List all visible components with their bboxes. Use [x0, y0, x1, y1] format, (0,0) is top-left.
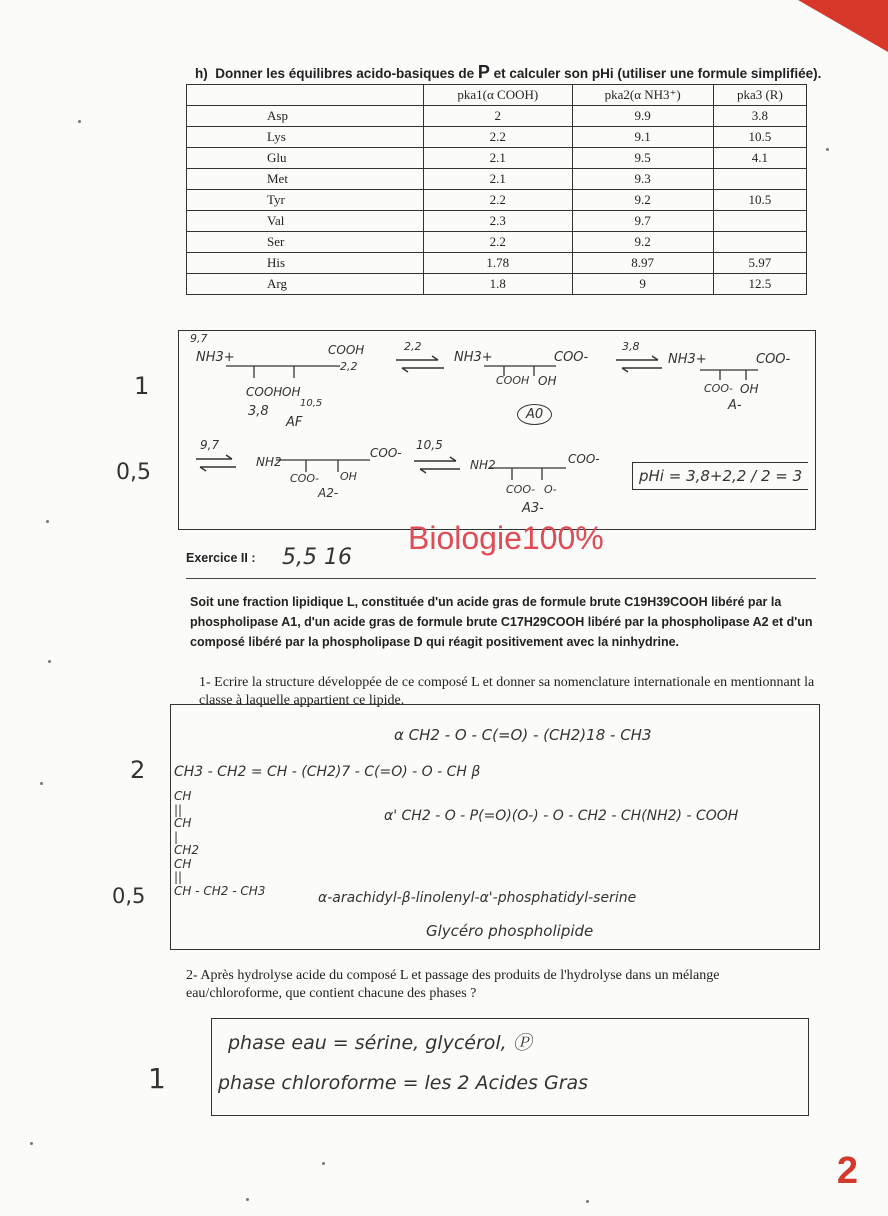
- pka-cell: 2: [424, 106, 573, 127]
- score-mark: 1: [148, 1062, 166, 1095]
- table-row: [187, 169, 807, 190]
- hw-oh: OH: [340, 470, 357, 483]
- hw-arrow-pk: 2,2: [404, 340, 422, 353]
- pka-cell: [713, 211, 806, 232]
- question-text-end: et calculer son pHi (utiliser une formule simplifiée).: [489, 66, 822, 81]
- hw-chain-atom: CH - CH2 - CH3: [174, 883, 266, 898]
- hw-nh3: NH3+: [196, 350, 235, 365]
- pka-cell: 2.2: [424, 232, 573, 253]
- pka-cell: 9.7: [572, 211, 713, 232]
- hw-pk-38: 3,8: [248, 404, 269, 419]
- table-row: [187, 232, 807, 253]
- amino-acid-cell: Tyr: [187, 190, 424, 211]
- question-text-start: Donner les équilibres acido-basiques de: [215, 66, 478, 81]
- pka-cell: 3.8: [713, 106, 806, 127]
- hw-pk-97: 9,7: [190, 332, 208, 345]
- pka-cell: 2.2: [424, 190, 573, 211]
- hw-oh: OH: [740, 382, 759, 396]
- hw-o-minus: O-: [544, 483, 557, 496]
- hw-lipid-class: Glycéro phospholipide: [426, 922, 594, 940]
- hw-pk-22: 2,2: [340, 360, 358, 373]
- amino-acid-cell: Glu: [187, 148, 424, 169]
- pka-cell: 1.8: [424, 274, 573, 295]
- table-header-cell: pka3 (R): [713, 85, 806, 106]
- hw-cooh-side: COOH: [496, 374, 530, 387]
- table-header-cell: pka1(α COOH): [424, 85, 573, 106]
- hw-nh3: NH3+: [668, 352, 707, 367]
- score-mark: 0,5: [116, 460, 151, 485]
- pka-cell: 4.1: [713, 148, 806, 169]
- hw-nh2: NH2: [256, 455, 282, 469]
- hw-sn2-chain: CH3 - CH2 = CH - (CH2)7 - C(=O) - O - CH β: [174, 764, 481, 780]
- page-number: 2: [836, 1150, 858, 1192]
- table-header-cell: pka2(α NH3⁺): [572, 85, 713, 106]
- pka-cell: 10.5: [713, 127, 806, 148]
- hw-chain-atom: ||: [174, 802, 183, 817]
- amino-acid-cell: Ser: [187, 232, 424, 253]
- hw-pk-105: 10,5: [300, 398, 323, 409]
- hw-oh: OH: [282, 385, 301, 399]
- hw-pk-105: 10,5: [416, 438, 443, 452]
- table-row: [187, 106, 807, 127]
- table-row: [187, 127, 807, 148]
- pka-cell: 9.9: [572, 106, 713, 127]
- red-corner-decoration: [798, 0, 888, 52]
- hw-oh: OH: [538, 374, 557, 388]
- hw-chain-atom: |: [174, 829, 179, 844]
- hw-a-minus: A-: [728, 398, 742, 413]
- hw-coo: COO-: [756, 352, 791, 367]
- hw-cooh: COOH: [328, 343, 365, 357]
- score-mark: 1: [134, 372, 150, 400]
- table-header-row: [187, 85, 807, 106]
- hw-nh3: NH3+: [454, 350, 493, 365]
- pka-cell: 9.5: [572, 148, 713, 169]
- table-row: [187, 190, 807, 211]
- backbone-sketch: [226, 348, 346, 388]
- hw-sn3-phosphate: α' CH2 - O - P(=O)(O-) - O - CH2 - CH(NH2) - COOH: [384, 808, 739, 824]
- hw-chain-atom: CH: [174, 816, 192, 830]
- hw-af: AF: [286, 415, 303, 430]
- table-row: [187, 148, 807, 169]
- hw-phi-box: pHi = 3,8+2,2 / 2 = 3: [632, 462, 808, 490]
- hw-sn1-chain: α CH2 - O - C(=O) - (CH2)18 - CH3: [394, 726, 652, 744]
- pka-cell: 1.78: [424, 253, 573, 274]
- divider: [186, 578, 816, 579]
- pka-cell: 2.1: [424, 148, 573, 169]
- hw-cooh-side: COOH: [246, 385, 283, 399]
- hw-coo-side: COO-: [290, 472, 319, 485]
- exercise-title: Exercice II :: [186, 551, 256, 565]
- table-row: [187, 211, 807, 232]
- equilibrium-arrow-icon: [192, 452, 240, 474]
- equilibrium-arrow-icon: [612, 353, 666, 375]
- amino-acid-cell: Arg: [187, 274, 424, 295]
- hw-coo: COO-: [568, 452, 600, 466]
- backbone-sketch: [484, 360, 564, 378]
- hw-coo: COO-: [554, 350, 589, 365]
- equilibrium-arrow-icon: [410, 454, 464, 476]
- hw-chain-vertical: [174, 790, 265, 898]
- pka-cell: 9.2: [572, 190, 713, 211]
- question-1: 1- Ecrire la structure développée de ce composé L et donner sa nomenclature internationale en mentionnant la classe à laquelle appartient ce lipide.: [199, 675, 815, 708]
- pka-table: [186, 84, 807, 295]
- question-letter: P: [477, 62, 490, 82]
- pka-cell: 9: [572, 274, 713, 295]
- exercise-score: 5,5 16: [282, 545, 352, 570]
- pka-cell: 5.97: [713, 253, 806, 274]
- backbone-sketch: [276, 452, 376, 474]
- pka-cell: 9.1: [572, 127, 713, 148]
- amino-acid-cell: His: [187, 253, 424, 274]
- hw-arrow-pk: 3,8: [622, 340, 640, 353]
- amino-acid-cell: Met: [187, 169, 424, 190]
- score-mark: 2: [130, 756, 146, 784]
- hw-a3-minus: A3-: [522, 501, 544, 516]
- question-2: 2- Après hydrolyse acide du composé L et passage des produits de l'hydrolyse dans un mélange eau/chloroforme, que contient chacune des phases ?: [186, 968, 720, 1001]
- exercise-statement: Soit une fraction lipidique L, constituée d'un acide gras de formule brute C19H39COOH libéré par la phospholipase A1, d'un acide gras de formule brute C17H29COOH libéré par la phospholipase A2 et d'un composé libéré par la phospholipase D qui réagit positivement avec la ninhydrine.: [190, 595, 813, 649]
- pka-cell: 9.2: [572, 232, 713, 253]
- score-mark: 0,5: [112, 884, 146, 908]
- pka-cell: 2.1: [424, 169, 573, 190]
- hw-phase-water: phase eau = sérine, glycérol, Ⓟ: [228, 1032, 532, 1054]
- question-label: h): [195, 66, 208, 81]
- hw-lipid-name: α-arachidyl-β-linolenyl-α'-phosphatidyl-serine: [318, 890, 637, 906]
- amino-acid-cell: Asp: [187, 106, 424, 127]
- hw-pk-97: 9,7: [200, 438, 220, 452]
- hw-coo-side: COO-: [506, 483, 535, 496]
- amino-acid-cell: Lys: [187, 127, 424, 148]
- pka-cell: 9.3: [572, 169, 713, 190]
- equilibrium-arrow-icon: [392, 353, 448, 375]
- table-row: [187, 274, 807, 295]
- pka-cell: 12.5: [713, 274, 806, 295]
- pka-cell: 2.3: [424, 211, 573, 232]
- amino-acid-cell: Val: [187, 211, 424, 232]
- hw-chain-atom: ||: [174, 870, 183, 884]
- table-header-cell: [187, 85, 424, 106]
- hw-coo-side: COO-: [704, 382, 733, 395]
- pka-cell: [713, 232, 806, 253]
- backbone-sketch: [700, 364, 764, 382]
- hw-chain-atom: CH: [174, 789, 192, 803]
- hw-a0: A0: [517, 404, 552, 425]
- pka-cell: 2.2: [424, 127, 573, 148]
- question-h: [195, 62, 821, 83]
- pka-cell: [713, 169, 806, 190]
- hw-a2-minus: A2-: [318, 486, 339, 500]
- hw-coo: COO-: [370, 446, 402, 460]
- pka-cell: 10.5: [713, 190, 806, 211]
- hw-nh2: NH2: [470, 458, 496, 472]
- table-row: [187, 253, 807, 274]
- pka-cell: 8.97: [572, 253, 713, 274]
- hw-chain-atom: CH2: [174, 843, 200, 857]
- hw-chain-atom: CH: [174, 856, 192, 871]
- backbone-sketch: [490, 460, 572, 482]
- watermark: Biologie100%: [408, 520, 604, 556]
- hw-phase-chloroform: phase chloroforme = les 2 Acides Gras: [218, 1072, 589, 1094]
